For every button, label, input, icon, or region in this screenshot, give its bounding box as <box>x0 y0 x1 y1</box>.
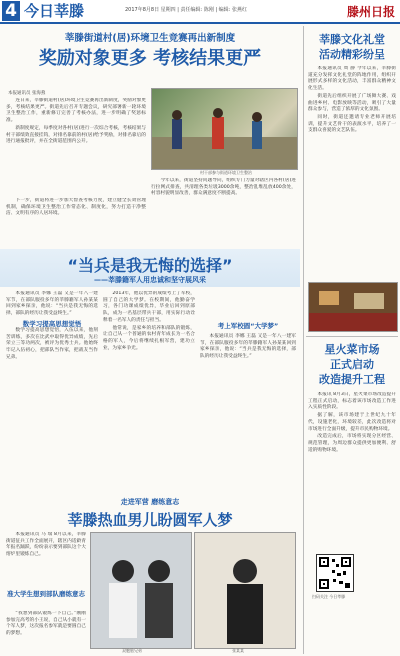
sidebar-top-paragraph: 本报通讯员 周 静 今年以来，莘滕街道充分发挥文化礼堂的阵地作用，组织开展形式多样的文化活动，丰富群众精神文化生活。 <box>308 66 396 92</box>
bottom-sub-title: 准大学生想到部队磨练意志 <box>7 590 85 598</box>
lead-column-2 <box>6 198 146 246</box>
feature-paragraph: 本报通讯员 李娜 王磊 又是一年八一建军节，在部队服役多年的莘滕籍军人孙某某回到家乡探亲，他说：“当兵是我无悔的选择，部队的经历让我受益终生。” <box>6 291 98 317</box>
sidebar-top-body <box>308 66 396 278</box>
bottom-headline: 莘滕热血男儿盼圆军人梦 <box>67 511 233 529</box>
feature-paragraph: 数学习提高思想觉悟，入伍以来，他刻苦训练，多次在比武中取得优异成绩，先后荣立三等功两次，被评为优秀士兵。他始终牢记入伍初心，把部队当作家，把战友当作兄弟。 <box>6 327 98 360</box>
lead-paragraph: 连日来，莘滕街道村(居)环境卫生竞赛再出新制度，奖励对象更多，考核结果更严。街道先后召开专题会议，研究部署新一轮环境卫生整治工作，重新修订完善了考核办法，进一步明确了奖惩标准。 <box>6 98 146 124</box>
sidebar-bottom-paragraph: 本报讯 8月3日，星火菜市场改造提升工程正式启动，标志着该市场改造工作进入实质性阶段。 <box>308 392 396 411</box>
lead-paragraph: 今年以来，街道坚持问题导向，组织专门力量对辖区内各村(居)进行拉网式排查，共清理各类垃圾3000余吨，整治乱堆乱放400余处，村容村貌明显改善，群众满意度不断提高。 <box>151 178 296 197</box>
sidebar-photo-art <box>309 283 397 331</box>
lead-paragraph: 新制度规定，每季度对各村(居)进行一次综合考核，考核结果与村干部绩效直接挂钩，对排名靠前的村(居)给予奖励，对排名靠后的进行通报批评，并在全街道范围内公开。 <box>6 125 146 145</box>
feature-subheadline: ——莘滕籍军人用忠诚和坚守展风采 <box>94 276 206 284</box>
bottom-photo-1-art <box>91 533 191 648</box>
sidebar-bottom-paragraph: 改造完成后，市场将实现分区经营、规范管理，为周边群众提供更加便利、舒适的购物环境。 <box>308 434 396 453</box>
sidebar-divider <box>306 336 398 337</box>
bottom-paragraph: 本报通讯员 马 瑞 8月以来，莘滕街道征兵工作全面展开，辖区内适龄青年报名踊跃，纷纷表示要到部队这个大熔炉里锻炼自己。 <box>6 532 86 558</box>
lead-photo-art <box>152 89 297 169</box>
issue-meta: 2017年8月8日 星期四 | 责任编辑: 陈刚 | 编辑: 张燕红 <box>125 7 247 13</box>
lead-column-1 <box>6 98 146 198</box>
bottom-photo-2-art <box>195 533 295 648</box>
lead-photo <box>151 88 298 170</box>
bottom-photo-caption-1: 双胞胎兄弟 <box>122 648 142 653</box>
feature-banner <box>0 249 300 287</box>
lead-column-3 <box>151 178 296 246</box>
feature-column-1 <box>6 291 98 491</box>
lead-kicker: 莘滕街道村(居)环境卫生竞赛再出新制度 <box>64 33 236 44</box>
newspaper-brand: 滕州日报 <box>346 5 395 19</box>
column-divider <box>303 26 304 654</box>
qr-code[interactable] <box>316 554 354 592</box>
bottom-photo-1 <box>90 532 192 649</box>
qr-caption: 扫码关注 今日莘滕 <box>312 594 346 599</box>
feature-paragraph: 本报通讯员 李娜 王磊 又是一年八一建军节，在部队服役多年的莘滕籍军人孙某某回到家乡探亲，他说：“当兵是我无悔的选择，部队的经历让我受益终生。” <box>200 334 296 360</box>
sidebar-bottom-headline-3: 改造提升工程 <box>319 373 385 386</box>
sidebar-bottom-body <box>308 392 396 550</box>
lead-headline: 奖励对象更多 考核结果更严 <box>38 48 262 69</box>
sidebar-photo <box>308 282 398 332</box>
bottom-column-1 <box>6 532 86 588</box>
feature-column-3 <box>200 291 296 491</box>
bottom-photo-2 <box>194 532 296 649</box>
sidebar-top-headline-1: 莘滕文化礼堂 <box>319 33 385 46</box>
sidebar-bottom-headline-1: 星火菜市场 <box>324 343 380 356</box>
bottom-column-1b <box>6 611 86 653</box>
feature-column-2 <box>103 291 195 491</box>
lead-byline: 本报通讯员 张海燕 <box>8 91 46 96</box>
sidebar-bottom-paragraph: 据了解，该市场建于上世纪九十年代，设施老化，环境较差，此次改造将对市场进行全面升级，提升市民购物环境。 <box>308 413 396 432</box>
lead-paragraph: 下一步，街道将进一步加大督查考核力度，建立健全长效管理机制，确保环境卫生整治工作常态化、制度化，努力打造干净整洁、文明有序的人居环境。 <box>6 198 146 217</box>
feature-headline: “当兵是我无悔的选择” <box>67 256 233 275</box>
page-header <box>0 0 400 24</box>
feature-paragraph: 他常说，是家乡的培养和部队的锻炼，让自己从一个普通的农村青年成长为一名合格的军人，今后将继续扎根军营，建功立业，为家乡争光。 <box>103 325 195 351</box>
sidebar-top-paragraph: 同时，街道还邀请专业老师开展培训，提升文艺骨干的表演水平，培养了一支群众喜爱的文艺队伍。 <box>308 114 396 134</box>
lead-photo-caption: 村干部参与街道环境卫生整治 <box>200 170 252 175</box>
sidebar-top-paragraph: 街道先后组织开展了广场舞大赛、戏曲进乡村、电影放映等活动，吸引了大量群众参与，营造了浓厚的文化氛围。 <box>308 93 396 113</box>
bottom-kicker: 走进军营 磨练意志 <box>120 498 180 506</box>
sidebar-top-headline-2: 活动精彩纷呈 <box>319 48 385 61</box>
feature-inset-title: 数学习提高思想觉悟 <box>22 319 82 328</box>
feature-inset-title-2: 考上军校圆“大学梦” <box>217 322 279 330</box>
page-number: 4 <box>2 1 20 21</box>
qr-code-icon <box>317 555 353 591</box>
feature-paragraph: 2013年，他以优异的成绩考上了军校，圆了自己的大学梦。在校期间，他勤奋学习，各门功课成绩优异，毕业后回到原部队，成为一名基层带兵干部，用实际行动诠释着一名军人的责任与担当。 <box>103 291 195 323</box>
bottom-photo-caption-2: 张某某 <box>232 648 244 653</box>
section-name: 今日莘滕 <box>24 2 85 20</box>
bottom-paragraph: “我想到部队锻炼一下自己。”刚刚参加完高考的小王说，自己从小就有一个军人梦，这次报名参军就是要圆自己的梦想。 <box>6 611 86 637</box>
sidebar-bottom-headline-2: 正式启动 <box>330 358 374 371</box>
